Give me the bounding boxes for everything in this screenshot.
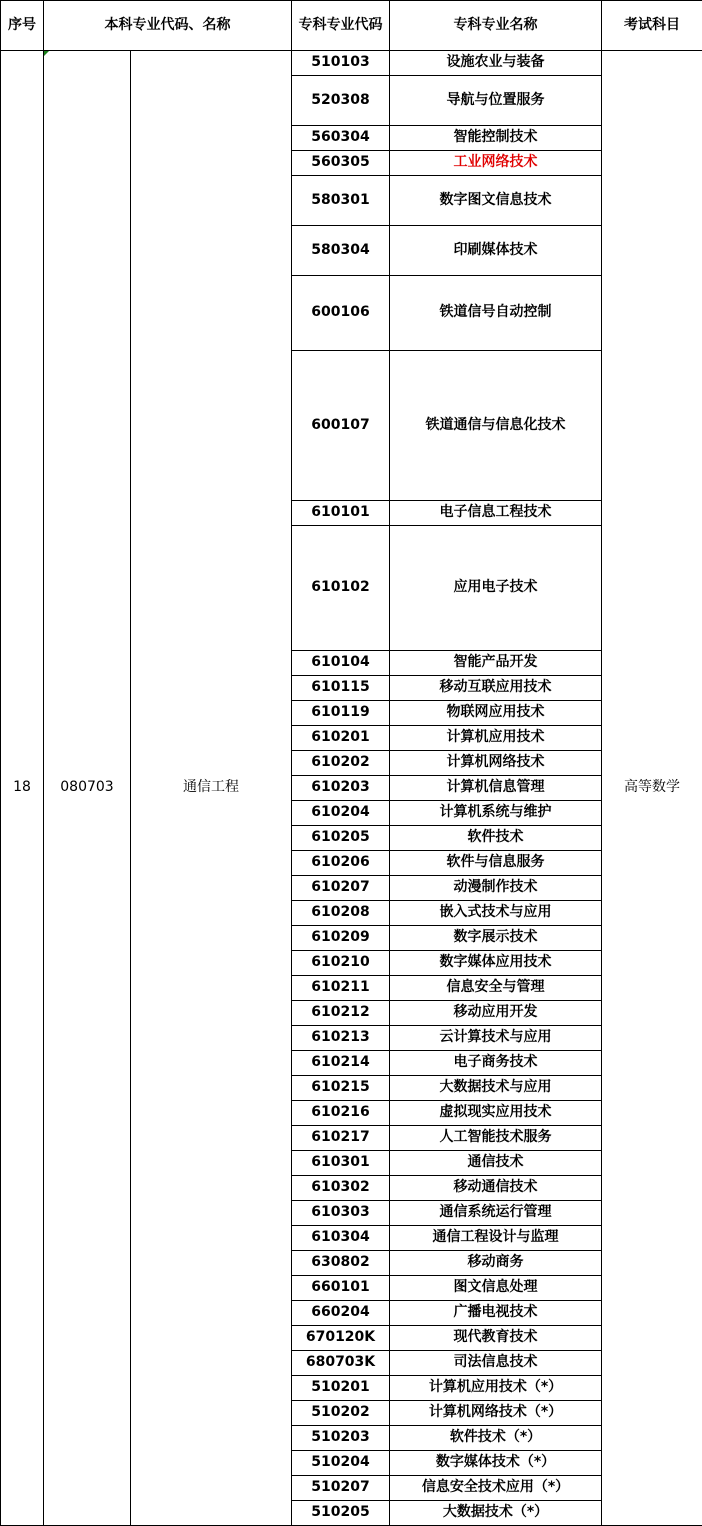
vocational-name: 工业网络技术 xyxy=(390,151,602,176)
table-row xyxy=(1,51,702,76)
vocational-code: 630802 xyxy=(292,1251,390,1276)
vocational-code: 610212 xyxy=(292,1001,390,1026)
vocational-code: 610206 xyxy=(292,851,390,876)
vocational-name: 图文信息处理 xyxy=(390,1276,602,1301)
vocational-code: 600106 xyxy=(292,276,390,351)
vocational-name: 大数据技术（*） xyxy=(390,1501,602,1526)
vocational-code: 560305 xyxy=(292,151,390,176)
vocational-name: 现代教育技术 xyxy=(390,1326,602,1351)
header-vocational-name: 专科专业名称 xyxy=(390,1,602,51)
vocational-code: 610303 xyxy=(292,1201,390,1226)
vocational-name: 智能产品开发 xyxy=(390,651,602,676)
vocational-code: 510207 xyxy=(292,1476,390,1501)
vocational-code: 560304 xyxy=(292,126,390,151)
vocational-name: 设施农业与装备 xyxy=(390,51,602,76)
vocational-name: 电子信息工程技术 xyxy=(390,501,602,526)
vocational-name: 司法信息技术 xyxy=(390,1351,602,1376)
vocational-code: 580304 xyxy=(292,226,390,276)
vocational-name: 移动商务 xyxy=(390,1251,602,1276)
vocational-name: 数字图文信息技术 xyxy=(390,176,602,226)
vocational-name: 数字媒体应用技术 xyxy=(390,951,602,976)
vocational-code: 580301 xyxy=(292,176,390,226)
vocational-code: 610215 xyxy=(292,1076,390,1101)
vocational-code: 510204 xyxy=(292,1451,390,1476)
group-seq: 18 xyxy=(1,51,44,1526)
vocational-code: 610207 xyxy=(292,876,390,901)
vocational-code: 670120K xyxy=(292,1326,390,1351)
header-undergrad-major: 本科专业代码、名称 xyxy=(44,1,292,51)
vocational-name: 嵌入式技术与应用 xyxy=(390,901,602,926)
vocational-name: 计算机信息管理 xyxy=(390,776,602,801)
vocational-name: 软件与信息服务 xyxy=(390,851,602,876)
vocational-name: 软件技术 xyxy=(390,826,602,851)
header-exam-subject: 考试科目 xyxy=(602,1,702,51)
vocational-code: 510205 xyxy=(292,1501,390,1526)
vocational-code: 510202 xyxy=(292,1401,390,1426)
vocational-name: 计算机网络技术（*） xyxy=(390,1401,602,1426)
vocational-code: 610302 xyxy=(292,1176,390,1201)
vocational-name: 物联网应用技术 xyxy=(390,701,602,726)
vocational-code: 680703K xyxy=(292,1351,390,1376)
vocational-code: 610201 xyxy=(292,726,390,751)
vocational-code: 520308 xyxy=(292,76,390,126)
vocational-name: 通信技术 xyxy=(390,1151,602,1176)
vocational-code: 610204 xyxy=(292,801,390,826)
vocational-code: 610209 xyxy=(292,926,390,951)
vocational-name: 通信系统运行管理 xyxy=(390,1201,602,1226)
vocational-code: 610214 xyxy=(292,1051,390,1076)
vocational-code: 610304 xyxy=(292,1226,390,1251)
vocational-name: 数字媒体技术（*） xyxy=(390,1451,602,1476)
header-row xyxy=(1,1,702,51)
vocational-name: 移动通信技术 xyxy=(390,1176,602,1201)
undergrad-code xyxy=(44,51,131,1526)
vocational-code: 610217 xyxy=(292,1126,390,1151)
vocational-name: 软件技术（*） xyxy=(390,1426,602,1451)
vocational-name: 计算机应用技术 xyxy=(390,726,602,751)
vocational-code: 510103 xyxy=(292,51,390,76)
vocational-code: 610101 xyxy=(292,501,390,526)
vocational-code: 610208 xyxy=(292,901,390,926)
vocational-name: 通信工程设计与监理 xyxy=(390,1226,602,1251)
vocational-code: 610301 xyxy=(292,1151,390,1176)
vocational-code: 610104 xyxy=(292,651,390,676)
vocational-name: 大数据技术与应用 xyxy=(390,1076,602,1101)
vocational-name: 动漫制作技术 xyxy=(390,876,602,901)
table-body xyxy=(1,51,702,1526)
vocational-name: 计算机网络技术 xyxy=(390,751,602,776)
vocational-name: 计算机系统与维护 xyxy=(390,801,602,826)
undergrad-code-text: 080703 xyxy=(60,779,114,796)
vocational-code: 610213 xyxy=(292,1026,390,1051)
vocational-name: 电子商务技术 xyxy=(390,1051,602,1076)
vocational-code: 610115 xyxy=(292,676,390,701)
vocational-code: 610216 xyxy=(292,1101,390,1126)
vocational-name: 虚拟现实应用技术 xyxy=(390,1101,602,1126)
vocational-name: 广播电视技术 xyxy=(390,1301,602,1326)
header-seq: 序号 xyxy=(1,1,44,51)
exam-subject: 高等数学 xyxy=(602,51,702,1526)
vocational-name: 铁道通信与信息化技术 xyxy=(390,351,602,501)
vocational-name: 移动互联应用技术 xyxy=(390,676,602,701)
vocational-code: 510203 xyxy=(292,1426,390,1451)
vocational-name: 应用电子技术 xyxy=(390,526,602,651)
vocational-code: 610202 xyxy=(292,751,390,776)
vocational-name: 数字展示技术 xyxy=(390,926,602,951)
vocational-code: 610102 xyxy=(292,526,390,651)
vocational-code: 610210 xyxy=(292,951,390,976)
vocational-name: 信息安全与管理 xyxy=(390,976,602,1001)
vocational-name: 人工智能技术服务 xyxy=(390,1126,602,1151)
vocational-name: 移动应用开发 xyxy=(390,1001,602,1026)
vocational-code: 610203 xyxy=(292,776,390,801)
vocational-name: 信息安全技术应用（*） xyxy=(390,1476,602,1501)
vocational-code: 660101 xyxy=(292,1276,390,1301)
vocational-code: 610211 xyxy=(292,976,390,1001)
vocational-code: 600107 xyxy=(292,351,390,501)
vocational-name: 导航与位置服务 xyxy=(390,76,602,126)
vocational-name: 计算机应用技术（*） xyxy=(390,1376,602,1401)
header-vocational-code: 专科专业代码 xyxy=(292,1,390,51)
vocational-code: 660204 xyxy=(292,1301,390,1326)
vocational-name: 印刷媒体技术 xyxy=(390,226,602,276)
vocational-name: 智能控制技术 xyxy=(390,126,602,151)
undergrad-name: 通信工程 xyxy=(131,51,292,1526)
vocational-code: 610205 xyxy=(292,826,390,851)
vocational-code: 510201 xyxy=(292,1376,390,1401)
vocational-name: 云计算技术与应用 xyxy=(390,1026,602,1051)
vocational-name: 铁道信号自动控制 xyxy=(390,276,602,351)
cell-comment-marker xyxy=(44,51,49,56)
vocational-code: 610119 xyxy=(292,701,390,726)
